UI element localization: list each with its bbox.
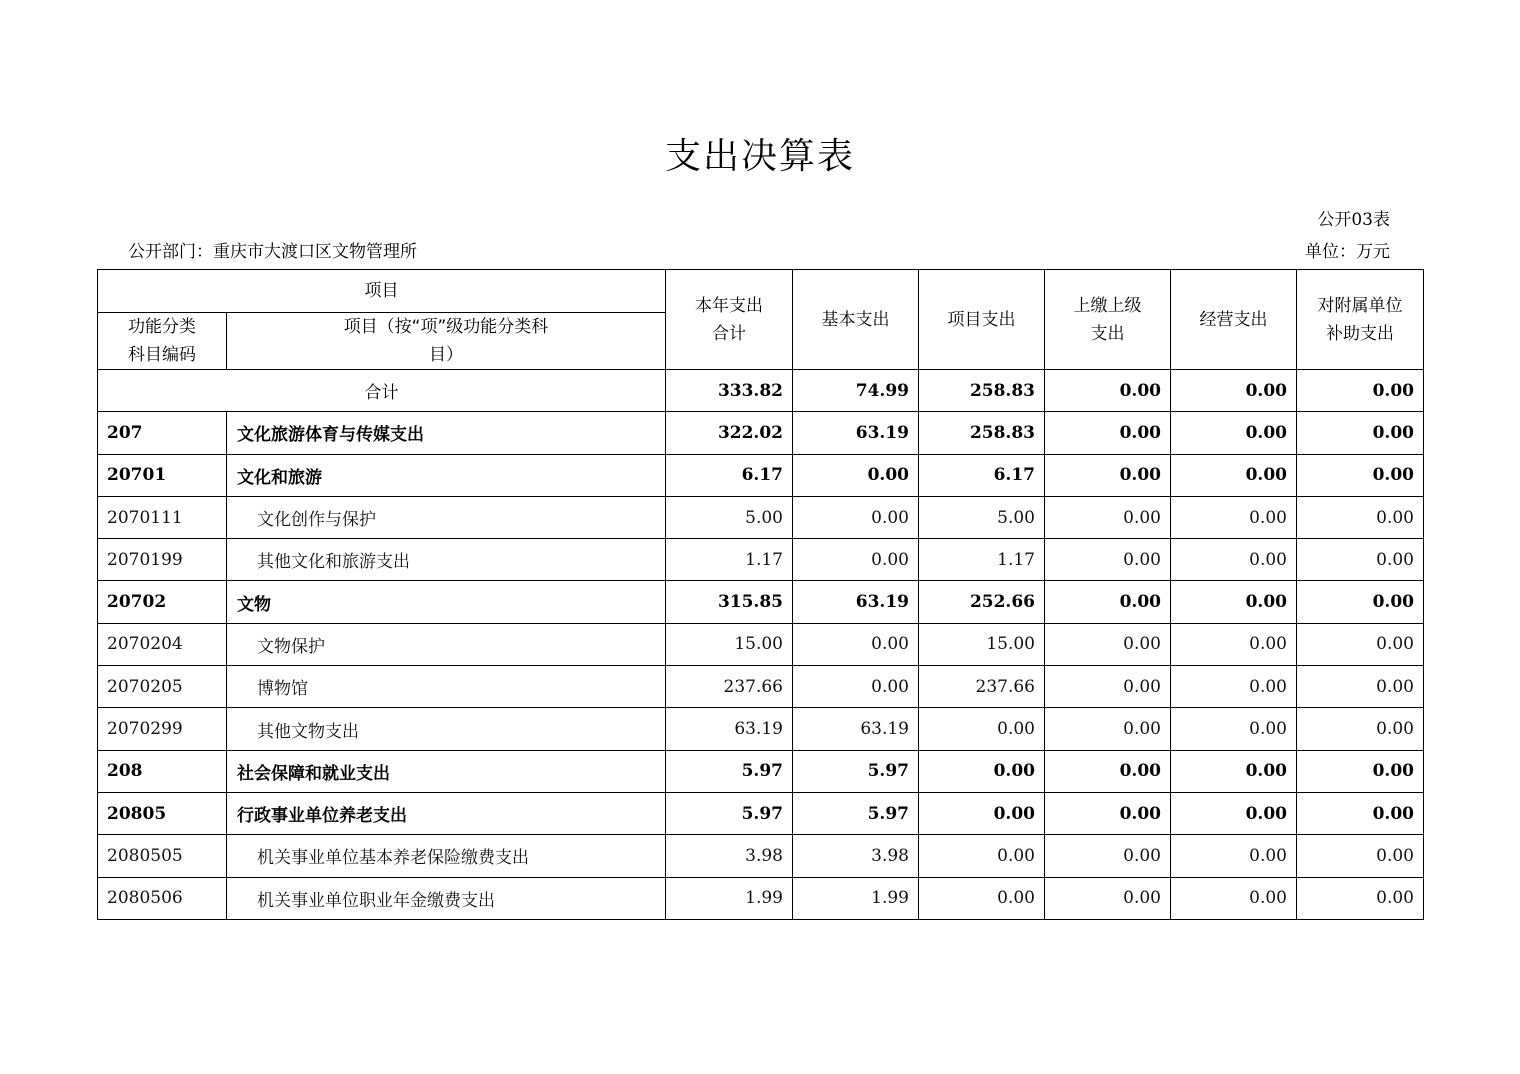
row-code: 207 [98,412,227,454]
row-name: 文物保护 [227,623,666,665]
header-upper: 上缴上级支出 [1045,270,1171,370]
row-value: 237.66 [919,666,1045,708]
header-basic: 基本支出 [793,270,919,370]
table-row [98,792,1424,834]
row-value: 0.00 [1297,581,1424,623]
row-value: 0.00 [1045,412,1171,454]
row-value: 0.00 [1297,708,1424,750]
row-value: 0.00 [1297,666,1424,708]
row-value: 0.00 [1045,708,1171,750]
row-name: 机关事业单位基本养老保险缴费支出 [227,835,666,877]
row-value: 0.00 [919,877,1045,919]
table-body [98,370,1424,920]
row-value: 3.98 [666,835,793,877]
row-value: 0.00 [1171,877,1297,919]
row-value: 5.97 [793,750,919,792]
row-name: 社会保障和就业支出 [227,750,666,792]
row-name: 行政事业单位养老支出 [227,792,666,834]
row-value: 0.00 [1171,539,1297,581]
row-value: 0.00 [1045,750,1171,792]
total-value: 0.00 [1297,370,1424,412]
row-value: 237.66 [666,666,793,708]
row-value: 0.00 [1297,623,1424,665]
row-value: 1.99 [793,877,919,919]
row-value: 0.00 [1171,496,1297,538]
header-item-group: 项目 [98,270,666,313]
table-row [98,750,1424,792]
row-value: 322.02 [666,412,793,454]
total-value: 0.00 [1045,370,1171,412]
row-value: 0.00 [1045,454,1171,496]
row-value: 252.66 [919,581,1045,623]
unit-label: 单位：万元 [1305,242,1390,262]
row-value: 0.00 [1045,792,1171,834]
row-code: 2070299 [98,708,227,750]
row-value: 0.00 [1297,496,1424,538]
row-value: 0.00 [1171,412,1297,454]
header-total: 本年支出合计 [666,270,793,370]
row-value: 0.00 [1171,750,1297,792]
row-value: 15.00 [666,623,793,665]
table-row [98,666,1424,708]
row-value: 1.17 [666,539,793,581]
row-name: 其他文物支出 [227,708,666,750]
row-value: 0.00 [1045,877,1171,919]
row-name: 博物馆 [227,666,666,708]
table-row [98,581,1424,623]
form-number: 公开03表 [1317,210,1390,230]
row-name: 机关事业单位职业年金缴费支出 [227,877,666,919]
table-row [98,539,1424,581]
row-code: 2070111 [98,496,227,538]
row-name: 文物 [227,581,666,623]
header-business: 经营支出 [1171,270,1297,370]
row-code: 2080506 [98,877,227,919]
total-value: 258.83 [919,370,1045,412]
row-value: 0.00 [1171,708,1297,750]
row-value: 1.17 [919,539,1045,581]
row-name: 文化旅游体育与传媒支出 [227,412,666,454]
row-code: 2070205 [98,666,227,708]
row-value: 0.00 [1045,623,1171,665]
row-value: 0.00 [1171,835,1297,877]
row-value: 0.00 [1297,454,1424,496]
row-value: 0.00 [1297,412,1424,454]
row-value: 0.00 [1045,581,1171,623]
row-value: 5.00 [919,496,1045,538]
table-row [98,877,1424,919]
row-value: 5.97 [666,750,793,792]
total-label: 合计 [98,370,666,412]
expenditure-table [97,269,1424,920]
row-value: 1.99 [666,877,793,919]
row-value: 0.00 [1297,835,1424,877]
row-name: 文化和旅游 [227,454,666,496]
total-value: 0.00 [1171,370,1297,412]
page-title: 支出决算表 [664,136,855,177]
row-value: 0.00 [919,835,1045,877]
row-value: 0.00 [793,623,919,665]
header-subsidy: 对附属单位补助支出 [1297,270,1424,370]
row-value: 6.17 [919,454,1045,496]
total-row [98,370,1424,412]
table-row [98,708,1424,750]
row-code: 2070199 [98,539,227,581]
row-value: 0.00 [1297,792,1424,834]
table-row [98,454,1424,496]
header-name: 项目（按“项”级功能分类科目） [227,313,666,370]
row-value: 0.00 [919,750,1045,792]
row-value: 3.98 [793,835,919,877]
row-value: 315.85 [666,581,793,623]
row-value: 0.00 [1297,877,1424,919]
row-value: 63.19 [793,708,919,750]
row-value: 0.00 [1045,539,1171,581]
row-value: 0.00 [919,708,1045,750]
row-value: 0.00 [1297,539,1424,581]
row-value: 63.19 [793,581,919,623]
row-value: 63.19 [793,412,919,454]
table-row [98,496,1424,538]
row-value: 15.00 [919,623,1045,665]
row-name: 其他文化和旅游支出 [227,539,666,581]
table-row [98,835,1424,877]
row-code: 208 [98,750,227,792]
row-value: 5.97 [793,792,919,834]
total-value: 333.82 [666,370,793,412]
row-value: 0.00 [1171,454,1297,496]
row-value: 6.17 [666,454,793,496]
row-value: 5.97 [666,792,793,834]
row-value: 0.00 [1045,496,1171,538]
row-code: 20702 [98,581,227,623]
row-value: 0.00 [1297,750,1424,792]
row-value: 63.19 [666,708,793,750]
header-code: 功能分类科目编码 [98,313,227,370]
table-row [98,412,1424,454]
row-code: 20805 [98,792,227,834]
row-value: 0.00 [1045,666,1171,708]
row-code: 20701 [98,454,227,496]
row-value: 0.00 [919,792,1045,834]
row-code: 2070204 [98,623,227,665]
row-value: 0.00 [1171,666,1297,708]
row-value: 0.00 [1171,623,1297,665]
row-code: 2080505 [98,835,227,877]
table-row [98,623,1424,665]
row-name: 文化创作与保护 [227,496,666,538]
department-label: 公开部门：重庆市大渡口区文物管理所 [128,242,417,262]
row-value: 0.00 [793,496,919,538]
row-value: 0.00 [1045,835,1171,877]
row-value: 0.00 [793,454,919,496]
row-value: 0.00 [793,539,919,581]
total-value: 74.99 [793,370,919,412]
header-project: 项目支出 [919,270,1045,370]
row-value: 5.00 [666,496,793,538]
row-value: 258.83 [919,412,1045,454]
row-value: 0.00 [793,666,919,708]
row-value: 0.00 [1171,581,1297,623]
row-value: 0.00 [1171,792,1297,834]
